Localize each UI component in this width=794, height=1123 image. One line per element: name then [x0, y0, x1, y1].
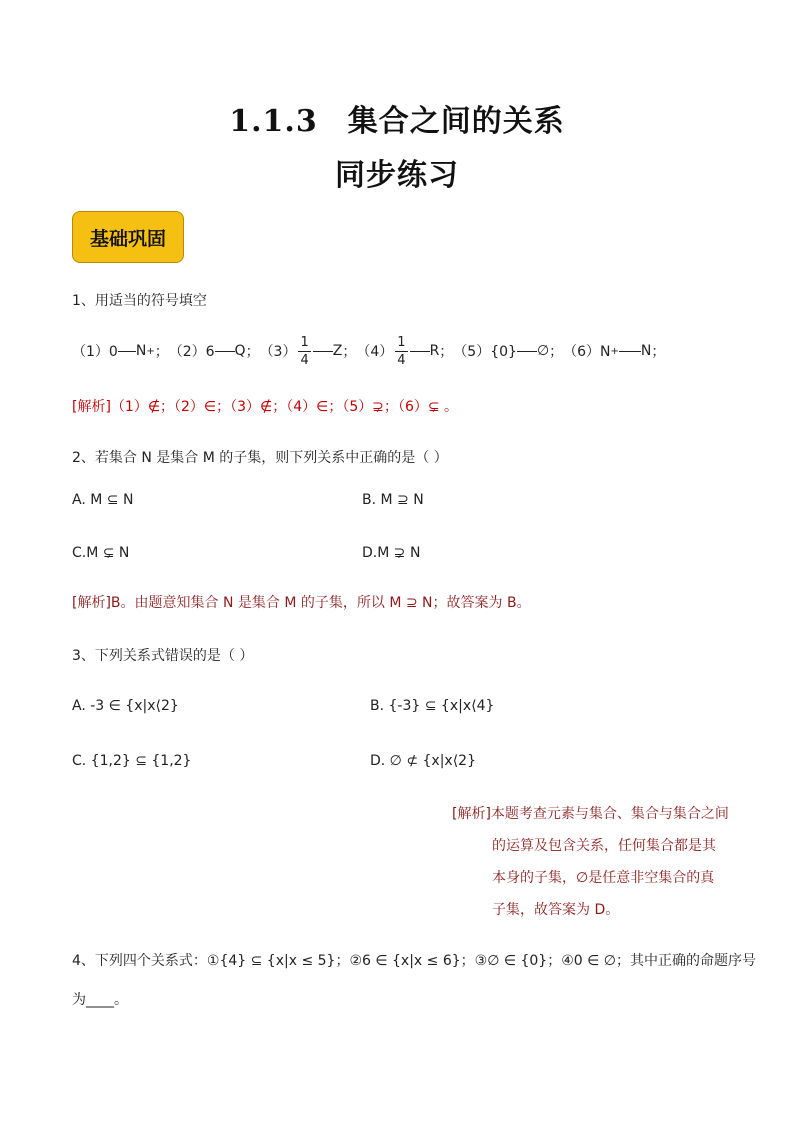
q3-prompt: 3、下列关系式错误的是（ ）	[72, 648, 254, 664]
q1-items	[72, 331, 665, 371]
q3-answer-line-2: 的运算及包含关系，任何集合都是其	[492, 838, 716, 854]
q3-answer-line-1: [解析]本题考查元素与集合、集合与集合之间	[452, 806, 729, 822]
fraction-numerator: 1	[300, 334, 309, 350]
q4-line-1: 4、下列四个关系式：①{4} ⊆ {x|x ≤ 5}；②6 ∈ {x|x ≤ 6}；③∅ ∈ {0}；④0 ∈ ∅；其中正确的命题序号	[72, 953, 756, 969]
q1-item-4-set: R	[429, 343, 440, 359]
q2-option-b: B. M ⊇ N	[362, 492, 424, 508]
q3-answer-block	[452, 798, 752, 926]
q4-line-2: 为____。	[72, 992, 128, 1008]
q1-prompt: 1、用适当的符号填空	[72, 293, 207, 309]
page-title-line2: 同步练习	[335, 158, 459, 193]
q1-item-3-set: Z	[332, 343, 343, 359]
q1-item-6-sub: +	[610, 345, 619, 357]
q2-answer: [解析]B。由题意知集合 N 是集合 M 的子集，所以 M ⊇ N；故答案为 B。	[72, 595, 531, 611]
q3-option-a: A. -3 ∈ {x|x⟨2}	[72, 698, 179, 714]
q2-option-c: C.M ⊊ N	[72, 545, 130, 561]
q1-item-1-sub: +	[146, 345, 155, 357]
page-title-line1	[0, 96, 794, 140]
fraction-numerator: 1	[397, 334, 406, 350]
q3-option-d: D. ∅ ⊄ {x|x⟨2}	[370, 753, 476, 769]
q1-sep: ；	[439, 344, 454, 360]
fraction-denominator: 4	[397, 352, 406, 368]
q1-sep: ；	[549, 344, 564, 360]
q1-item-5-label: （5）{0}	[453, 344, 517, 360]
title-number: 1.1.3	[229, 104, 318, 139]
fraction-denominator: 4	[300, 352, 309, 368]
q2-option-d: D.M ⊋ N	[362, 545, 421, 561]
q3-option-c: C. {1,2} ⊆ {1,2}	[72, 753, 192, 769]
fraction-one-quarter	[298, 336, 310, 367]
q1-item-2-set: Q	[234, 343, 246, 359]
q1-item-5-set: ∅	[536, 343, 550, 359]
q1-item-1-label: （1）0	[72, 344, 118, 360]
q1-item-2-label: （2）6	[168, 344, 215, 360]
q1-sep: ；	[154, 344, 169, 360]
q1-item-3-label: （3）	[259, 344, 297, 360]
q3-option-b: B. {-3} ⊆ {x|x⟨4}	[370, 698, 495, 714]
q1-sep: ；	[342, 344, 357, 360]
fraction-one-quarter	[395, 336, 407, 367]
q1-sep: ；	[651, 344, 666, 360]
q2-prompt: 2、若集合 N 是集合 M 的子集，则下列关系中正确的是（ ）	[72, 450, 448, 466]
q2-option-a: A. M ⊆ N	[72, 492, 134, 508]
q1-item-1-set: N	[135, 343, 147, 359]
title-text: 集合之间的关系	[347, 104, 565, 139]
q1-item-4-label: （4）	[356, 344, 394, 360]
q3-answer-line-3: 本身的子集，∅是任意非空集合的真	[492, 870, 715, 886]
section-badge: 基础巩固	[72, 211, 184, 263]
q3-answer-line-4: 子集，故答案为 D。	[492, 902, 620, 918]
q1-sep: ；	[245, 344, 260, 360]
q1-item-6-label: （6）N	[563, 344, 611, 360]
q1-answer: [解析]（1）∉；（2）∈；（3）∉；（4）∈；（5）⊋；（6）⊊ 。	[72, 399, 459, 415]
q1-item-6-set: N	[640, 343, 652, 359]
